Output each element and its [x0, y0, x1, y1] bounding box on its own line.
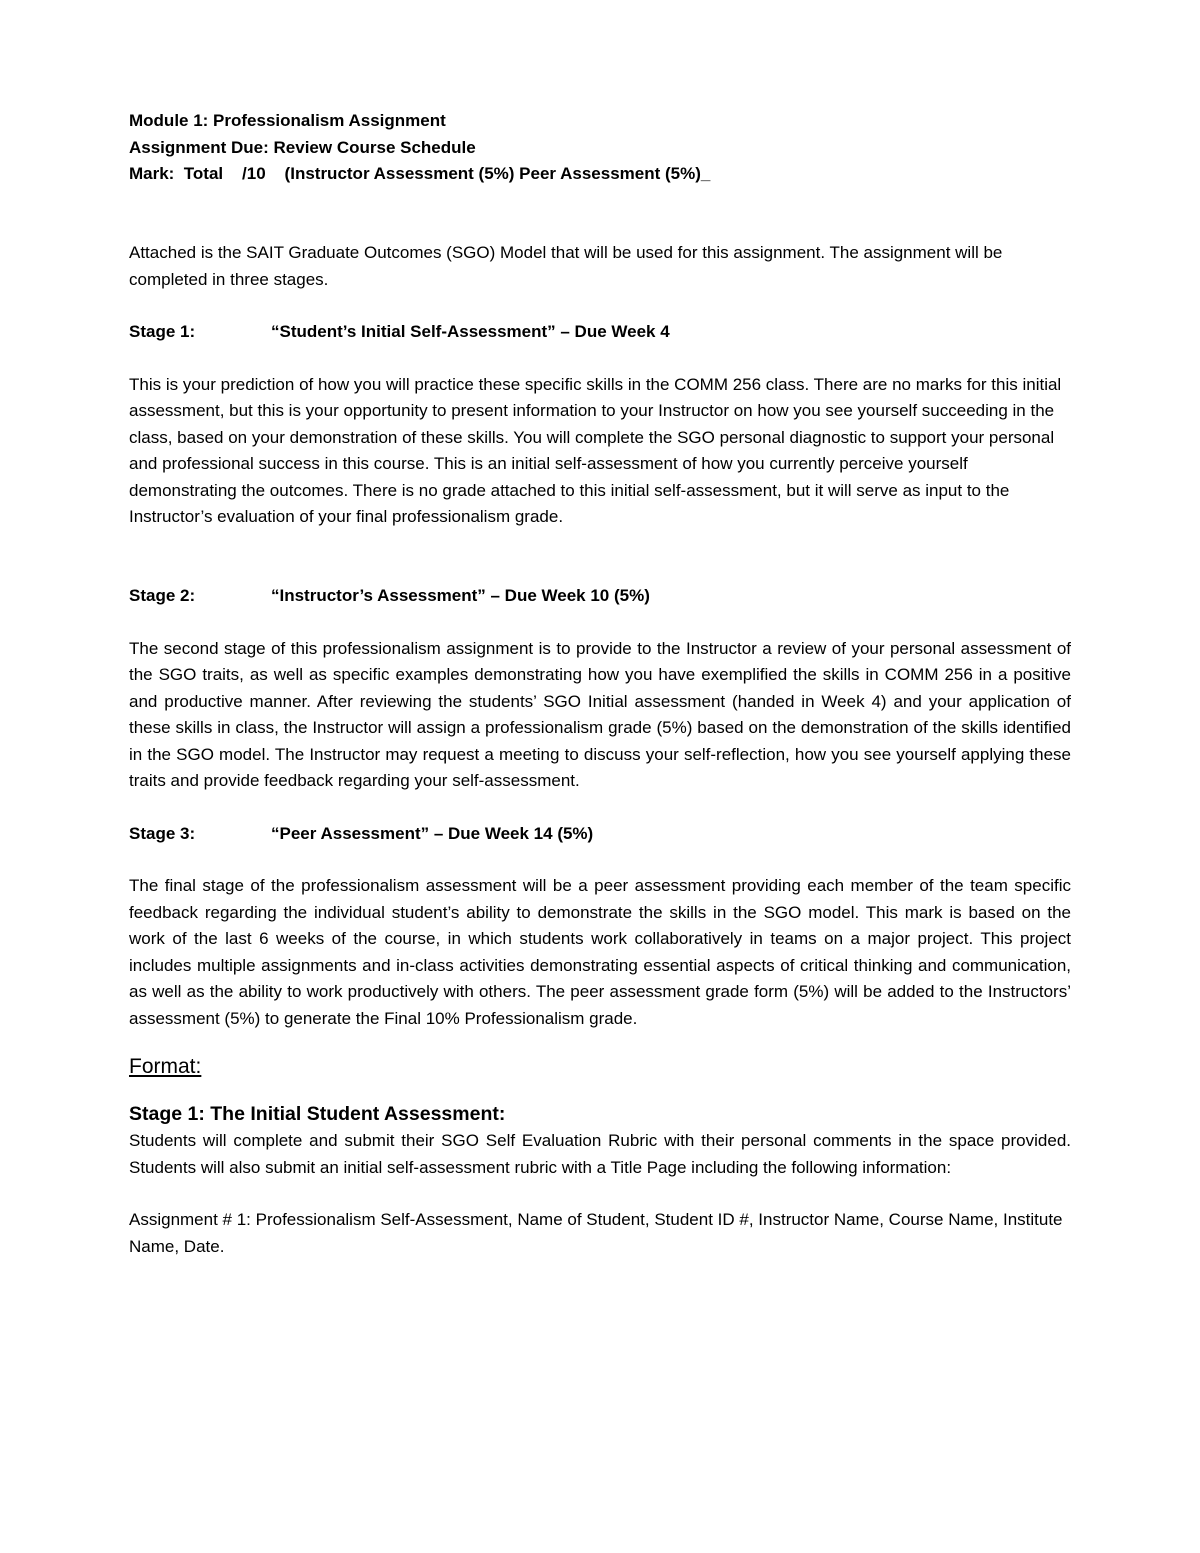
spacer — [129, 1032, 1071, 1052]
assignment-info-line: Assignment # 1: Professionalism Self-Assessment, Name of Student, Student ID #, Instructor Name, Course Name, Institute Name, Date. — [129, 1210, 1063, 1256]
spacer — [129, 795, 1071, 821]
assignment-due-line: Assignment Due: Review Course Schedule — [129, 137, 476, 157]
format-stage-1-heading: Stage 1: The Initial Student Assessment: — [129, 1103, 506, 1125]
stage-2-title: “Instructor’s Assessment” – Due Week 10 (5%) — [271, 586, 650, 605]
stage-1-label: Stage 1: — [129, 322, 196, 341]
stage-2-body: The second stage of this professionalism assignment is to provide to the Instructor a review of your personal assessment of the SGO traits, as well as specific examples demonstrating how you have exemplified the skills in COMM 256 in a positive and productive manner. After reviewing the students’ SGO Initial assessment (handed in Week 4) and your application of these skills in class, the Instructor will assign a professionalism grade (5%) based on the demonstration of the skills identified in the SGO model. The Instructor may request a meeting to discuss your self-reflection, how you see yourself applying these traits and provide feedback regarding your self-assessment. — [129, 638, 1071, 790]
stage-3-heading — [129, 821, 1071, 848]
stage-1-body: This is your prediction of how you will practice these specific skills in the COMM 256 class. There are no marks for this initial assessment, but this is your opportunity to present information to your Instructor on how you see yourself succeeding in the class, based on your demonstration of these skills. You will complete the SGO personal diagnostic to support your personal and professional success in this course. This is an initial self-assessment of how you currently perceive yourself demonstrating the outcomes. There is no grade attached to this initial self-assessment, but it will serve as input to the Instructor’s evaluation of your final professionalism grade. — [129, 374, 1062, 526]
intro-paragraph: Attached is the SAIT Graduate Outcomes (SGO) Model that will be used for this assignment. The assignment will be completed in three stages. — [129, 243, 1003, 289]
stage-3-label: Stage 3: — [129, 823, 196, 843]
stage-2-label: Stage 2: — [129, 586, 196, 605]
spacer — [129, 1181, 1071, 1207]
document-page — [129, 108, 1071, 1260]
spacer — [129, 346, 1071, 372]
spacer — [129, 214, 1071, 240]
stage-1-heading — [129, 319, 1071, 346]
format-body: Students will complete and submit their SGO Self Evaluation Rubric with their personal comments in the space provided. Students will also submit an initial self-assessment rubric with a Title Page including the following information: — [129, 1131, 1071, 1177]
spacer — [129, 610, 1071, 636]
stage-2-heading — [129, 583, 1071, 610]
spacer — [129, 531, 1071, 558]
stage-3-title: “Peer Assessment” – Due Week 14 (5%) — [271, 823, 594, 843]
spacer — [129, 293, 1071, 319]
stage-1-title: “Student’s Initial Self-Assessment” – Due Week 4 — [271, 322, 670, 341]
spacer — [129, 557, 1071, 583]
stage-3-body: The final stage of the professionalism assessment will be a peer assessment providing each member of the team specific feedback regarding the individual student’s ability to demonstrate the skills in the SGO model. This mark is based on the work of the last 6 weeks of the course, in which students work collaboratively in teams on a major project. This project includes multiple assignments and in-class activities demonstrating essential aspects of critical thinking and communication, as well as the ability to work productively with others. The peer assessment grade form (5%) will be added to the Instructors’ assessment (5%) to generate the Final 10% Professionalism grade. — [129, 876, 1071, 1028]
spacer — [129, 188, 1071, 215]
format-heading: Format: — [129, 1055, 202, 1078]
spacer — [129, 847, 1071, 873]
mark-line: Mark: Total /10 (Instructor Assessment (5%) Peer Assessment (5%)_ — [129, 164, 711, 183]
module-title: Module 1: Professionalism Assignment — [129, 111, 446, 130]
spacer — [129, 1082, 1071, 1100]
